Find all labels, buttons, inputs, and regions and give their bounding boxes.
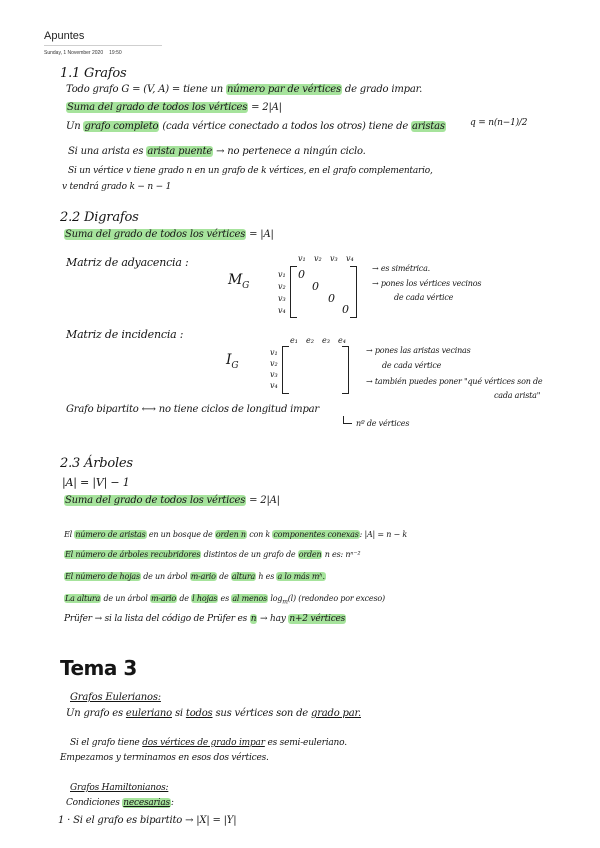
matrix-col-label: v₄ xyxy=(346,254,354,263)
note-text: de grado impar. xyxy=(341,84,423,95)
highlighted-text: componentes conexas xyxy=(273,530,359,539)
incidence-matrix-label: Matriz de incidencia : xyxy=(66,328,184,341)
note-line xyxy=(64,495,280,506)
matrix-bracket xyxy=(350,266,357,318)
note-line xyxy=(66,798,174,808)
section-heading-arboles: 2.3 Árboles xyxy=(60,456,133,471)
highlighted-text: altura xyxy=(231,572,256,581)
note-line: 1 · Si el grafo es bipartito → |X| = |Y| xyxy=(58,815,237,826)
underlined-text: euleriano xyxy=(125,708,172,719)
highlighted-text: Suma del grado de todos los vértices xyxy=(65,495,246,506)
note-line xyxy=(64,550,360,559)
note-text: Un grafo es xyxy=(66,708,126,719)
matrix-row-label: v₄ xyxy=(270,381,278,390)
note-line: v tendrá grado k − n − 1 xyxy=(62,182,172,192)
note-text: sus vértices son de xyxy=(212,708,312,719)
matrix-zero: 0 xyxy=(342,303,349,316)
matrix-row-label: v₃ xyxy=(270,370,278,379)
matrix-symbol: M xyxy=(228,272,243,288)
note-line xyxy=(64,530,407,539)
note-text: Si una arista es xyxy=(68,146,147,157)
note-text: en un bosque de xyxy=(146,530,215,539)
highlighted-text: La altura xyxy=(65,594,101,603)
highlighted-text: número par de vértices xyxy=(227,84,341,95)
matrix-col-label: v₃ xyxy=(330,254,338,263)
subsection-heading-hamiltonianos: Grafos Hamiltonianos: xyxy=(70,783,169,793)
highlighted-text: grafo completo xyxy=(84,121,159,132)
page-title: Apuntes xyxy=(44,30,85,42)
matrix-bracket xyxy=(290,266,297,318)
note-text: de un árbol xyxy=(140,572,190,581)
note-text: = 2|A| xyxy=(248,102,282,113)
log-subscript: m xyxy=(282,598,288,606)
note-text: de xyxy=(177,594,192,603)
section-heading-grafos: 1.1 Grafos xyxy=(60,66,127,81)
note-line: Grafo bipartito ⟷ no tiene ciclos de longitud impar xyxy=(66,404,319,415)
page-date: Sunday, 1 November 2020 xyxy=(44,50,104,56)
highlighted-text: Suma del grado de todos los vértices xyxy=(65,229,246,240)
note-line xyxy=(64,229,274,240)
note-annotation: → también puedes poner "qué vértices son de xyxy=(366,377,543,386)
note-line xyxy=(64,614,346,624)
matrix-subscript: G xyxy=(231,360,239,371)
note-line xyxy=(64,594,385,606)
note-text: distintos de un grafo de xyxy=(201,550,298,559)
arrow-hook xyxy=(343,416,352,424)
note-text: h es xyxy=(256,572,277,581)
highlighted-text: a lo más mʰ. xyxy=(277,572,325,581)
note-text: → hay xyxy=(257,614,289,624)
formula-complete-graph: q = n(n−1)/2 xyxy=(470,118,528,128)
note-annotation: → pones los vértices vecinos xyxy=(372,279,482,288)
matrix-zero: 0 xyxy=(312,280,319,293)
note-text: → no pertenece a ningún ciclo. xyxy=(213,146,366,157)
note-text: n es: nⁿ⁻² xyxy=(322,550,361,559)
highlighted-text: El número de hojas xyxy=(65,572,140,581)
matrix-symbol: I xyxy=(226,352,232,368)
highlighted-text: Suma del grado de todos los vértices xyxy=(67,102,248,113)
note-annotation: de cada vértice xyxy=(382,361,442,370)
title-divider xyxy=(44,45,162,46)
section-heading-digrafos: 2.2 Digrafos xyxy=(60,210,139,225)
note-line: Si un vértice v tiene grado n en un grafo de k vértices, en el grafo complementario, xyxy=(68,166,433,176)
note-text: El xyxy=(64,530,75,539)
matrix-row-label: v₁ xyxy=(270,348,278,357)
highlighted-text: n xyxy=(250,614,257,624)
note-line xyxy=(66,708,361,719)
note-text: Condiciones xyxy=(66,798,123,808)
matrix-row-label: v₂ xyxy=(278,282,286,291)
matrix-row-label: v₄ xyxy=(278,306,286,315)
highlighted-text: aristas xyxy=(412,121,445,132)
matrix-row-label: v₂ xyxy=(270,359,278,368)
highlighted-text: m-ario xyxy=(150,594,177,603)
note-text: de xyxy=(216,572,231,581)
matrix-zero: 0 xyxy=(328,292,335,305)
note-annotation: → pones las aristas vecinas xyxy=(366,346,471,355)
adjacency-matrix-label: Matriz de adyacencia : xyxy=(66,256,189,269)
note-text: : xyxy=(170,798,174,808)
note-text: (l) (redondeo por exceso) xyxy=(287,594,385,603)
note-text: con k xyxy=(246,530,273,539)
highlighted-text: arista puente xyxy=(147,146,213,157)
note-line xyxy=(64,572,326,581)
note-text: : |A| = n − k xyxy=(359,530,408,539)
note-text: Prüfer → si la lista del código de Prüfer es xyxy=(64,614,250,624)
matrix-zero: 0 xyxy=(298,268,305,281)
note-text: si xyxy=(172,708,186,719)
note-text: (cada vértice conectado a todos los otros) tiene de xyxy=(159,121,412,132)
page-header xyxy=(44,30,164,46)
note-line xyxy=(66,84,422,95)
matrix-row-label: v₁ xyxy=(278,270,286,279)
matrix-col-label: e₄ xyxy=(338,336,346,345)
note-text: Todo grafo G = (V, A) = tiene un xyxy=(66,84,227,95)
note-text: log xyxy=(268,594,283,603)
note-text: Si el grafo tiene xyxy=(70,738,143,748)
underlined-text: dos vértices de grado impar xyxy=(142,738,265,748)
note-line: Empezamos y terminamos en esos dos vértices. xyxy=(60,753,269,763)
note-annotation: cada arista" xyxy=(494,391,541,400)
page-time: 19:50 xyxy=(109,50,122,56)
note-text: = |A| xyxy=(246,229,274,240)
note-annotation: nº de vértices xyxy=(356,419,410,428)
note-line: |A| = |V| − 1 xyxy=(62,476,130,489)
note-text: Un xyxy=(66,121,84,132)
matrix-row-label: v₃ xyxy=(278,294,286,303)
note-line xyxy=(70,738,347,748)
matrix-subscript: G xyxy=(242,280,250,291)
highlighted-text: orden n xyxy=(215,530,246,539)
matrix-col-label: e₁ xyxy=(290,336,298,345)
matrix-bracket xyxy=(282,346,289,394)
highlighted-text: l hojas xyxy=(192,594,218,603)
incidence-matrix-symbol xyxy=(226,352,238,371)
underlined-text: grado par. xyxy=(311,708,361,719)
note-text: = 2|A| xyxy=(246,495,280,506)
topic-heading: Tema 3 xyxy=(60,656,137,680)
note-line xyxy=(66,121,446,132)
highlighted-text: n+2 vértices xyxy=(289,614,346,624)
note-line xyxy=(68,146,366,157)
matrix-col-label: e₂ xyxy=(306,336,314,345)
highlighted-text: m-ario xyxy=(190,572,216,581)
note-annotation: de cada vértice xyxy=(394,293,454,302)
matrix-col-label: v₂ xyxy=(314,254,322,263)
page-meta xyxy=(44,50,122,56)
highlighted-text: orden xyxy=(298,550,322,559)
note-text: de un árbol xyxy=(101,594,150,603)
highlighted-text: El número de árboles recubridores xyxy=(65,550,201,559)
note-text: es xyxy=(218,594,232,603)
matrix-bracket xyxy=(342,346,349,394)
underlined-text: todos xyxy=(185,708,213,719)
highlighted-text: necesarias xyxy=(123,798,170,808)
highlighted-text: al menos xyxy=(232,594,268,603)
adjacency-matrix-symbol xyxy=(228,272,249,291)
note-text: es semi-euleriano. xyxy=(264,738,347,748)
matrix-col-label: e₃ xyxy=(322,336,330,345)
subsection-heading-eulerianos: Grafos Eulerianos: xyxy=(70,692,161,703)
note-line xyxy=(66,102,282,113)
highlighted-text: número de aristas xyxy=(75,530,146,539)
note-annotation: → es simétrica. xyxy=(372,264,431,273)
matrix-col-label: v₁ xyxy=(298,254,306,263)
